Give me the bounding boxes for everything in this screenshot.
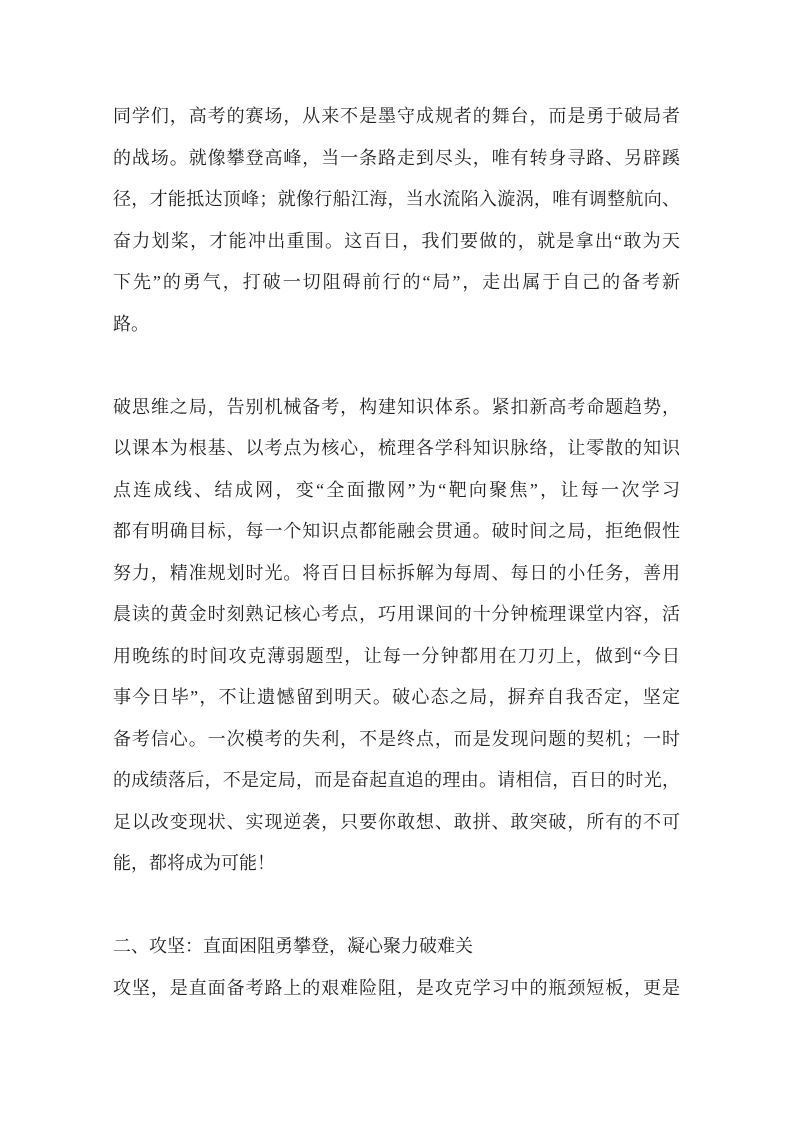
text-line: 足以改变现状、实现逆袭，只要你敢想、敢拼、敢突破，所有的不可 [113,811,680,832]
document-paragraph [113,968,680,1010]
document-content [113,96,680,1009]
text-line: 晨读的黄金时刻熟记核心考点，巧用课间的十分钟梳理课堂内容，活 [113,604,680,624]
text-line: 路。 [113,313,149,334]
text-line: 努力，精准规划时光。将百日目标拆解为每周、每日的小任务，善用 [113,562,680,583]
text-line: 径，才能抵达顶峰；就像行船江海，当水流陷入漩涡，唯有调整航向、 [113,189,680,209]
heading-text-line: 二、攻坚：直面困阻勇攀登，凝心聚力破难关 [113,936,473,956]
text-line: 能，都将成为可能！ [113,853,275,873]
text-line: 事今日毕”，不让遗憾留到明天。破心态之局，摒弃自我否定，坚定 [113,687,680,707]
text-line: 的战场。就像攀登高峰，当一条路走到尽头，唯有转身寻路、另辟蹊 [113,147,680,168]
section-heading [113,926,680,968]
text-line: 点连成线、结成网，变“全面撒网”为“靶向聚焦”，让每一次学习 [113,479,680,500]
text-line: 以课本为根基、以考点为核心，梳理各学科知识脉络，让零散的知识 [113,438,680,458]
text-line: 下先”的勇气，打破一切阻碍前行的“局”，走出属于自己的备考新 [113,272,680,292]
text-line: 都有明确目标，每一个知识点都能融会贯通。破时间之局，拒绝假性 [113,521,680,541]
text-line: 破思维之局，告别机械备考，构建知识体系。紧扣新高考命题趋势， [113,396,680,417]
text-line: 奋力划桨，才能冲出重围。这百日，我们要做的，就是拿出“敢为天 [113,230,680,251]
text-line: 用晚练的时间攻克薄弱题型，让每一分钟都用在刀刃上，做到“今日 [113,645,680,666]
text-line: 同学们，高考的赛场，从来不是墨守成规者的舞台，而是勇于破局者 [113,106,680,126]
text-line: 的成绩落后，不是定局，而是奋起直追的理由。请相信，百日的时光， [113,770,680,790]
document-paragraph [113,96,680,345]
document-paragraph [113,387,680,885]
text-line: 备考信心。一次模考的失利，不是终点，而是发现问题的契机；一时 [113,728,680,749]
text-line: 攻坚，是直面备考路上的艰难险阻，是攻克学习中的瓶颈短板，更是 [113,977,680,998]
